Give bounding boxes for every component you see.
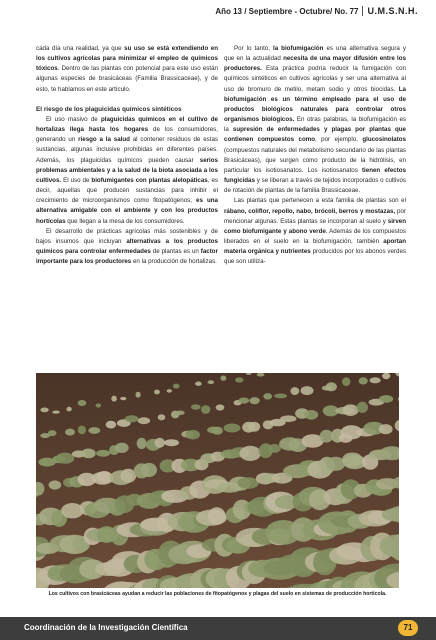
- left-paragraph-2: El uso masivo de plaguicidas químicos en el cultivo de hortalizas llega hasta los hogares de los consumidores, generando un riesgo a la salud al contener residuos de estas sustancias, algunas inclusive prohibidas en diferentes países. Además, los plaguicidas químicos pueden causar serios problemas ambientales y a la salud de la biota asociada a los cultivos. El uso de biofumigantes con plantas alelopáticas, es decir, aquellas que producen sustancias para inhibir el crecimiento de microorganismos como fitopatógenos, es una alternativa amigable con el ambiente y con los productos hortícolas que llegan a la mesa de los consumidores.: [36, 115, 218, 225]
- plant-leaf: [212, 427, 223, 435]
- plant-leaf: [56, 453, 74, 464]
- plant-leaf: [125, 415, 139, 422]
- plant-leaf: [155, 438, 165, 448]
- plant-leaf: [250, 397, 260, 404]
- left-column: [36, 44, 218, 267]
- plant-leaf: [370, 377, 381, 383]
- issue-info: Año 13 / Septiembre - Octubre/ No. 77: [215, 6, 359, 16]
- plant-leaf: [88, 427, 100, 434]
- plant-leaf: [66, 407, 71, 412]
- plant-leaf: [195, 382, 202, 386]
- plant-leaf: [120, 397, 126, 400]
- plant-leaf: [186, 430, 200, 440]
- plant-leaf: [216, 404, 225, 410]
- plant-leaf: [263, 393, 272, 399]
- plant-leaf: [280, 415, 296, 422]
- plant-leaf: [138, 417, 150, 424]
- plant-leaf: [115, 443, 129, 453]
- plant-leaf: [141, 463, 157, 477]
- plant-leaf: [137, 438, 147, 449]
- plant-leaf: [379, 395, 393, 403]
- plant-leaf: [248, 422, 260, 432]
- plant-leaf: [78, 426, 86, 435]
- plant-leaf: [240, 446, 262, 461]
- institution-name: U.M.S.N.H.: [367, 6, 418, 16]
- plant-leaf: [65, 429, 75, 436]
- plant-leaf: [158, 414, 166, 420]
- section-heading: El riesgo de los plaguicidas químicos sintéticos: [36, 105, 182, 113]
- plant-leaf: [239, 398, 250, 404]
- photo-caption: Los cultivos con brasicáceas ayudan a reducir las poblaciones de fitopatógenos y plagas del suelo en sistemas de producción hortícola.: [48, 591, 387, 597]
- plant-leaf: [382, 373, 390, 379]
- plant-leaf: [154, 390, 160, 395]
- page-header: [215, 6, 418, 16]
- footer-text: Coordinación de la Investigación Científica: [24, 623, 188, 632]
- plant-leaf: [106, 421, 117, 429]
- plant-leaf: [342, 377, 350, 386]
- plant-leaf: [173, 384, 180, 389]
- plant-leaf: [304, 410, 318, 420]
- plant-leaf: [96, 403, 102, 407]
- plant-leaf: [48, 430, 57, 436]
- plant-leaf: [191, 404, 201, 409]
- plant-leaf: [111, 396, 117, 402]
- plant-leaf: [175, 411, 184, 416]
- right-paragraph-1: Por lo tanto, la biofumigación es una alternativa segura y que en la actualidad necesita de una mayor difusión entre los productores. Esta práctica podría reducir la fumigación con químicos sintéticos en cultivos agrícolas y ser una alternativa al uso de bromuro de metilo, metam sodio y otros biocidas. La biofumigación es un término empleado para el uso de productos biológicos naturales para controlar otros organismos biológicos. En otras palabras, la biofumigación es la supresión de enfermedades y plagas por plantas que contienen compuestos como, por ejemplo, glucosinolatos (compuestos naturales del metabolismo secundario de las plantas Brasicáceas), que surgen como producto de la hidrólisis, en particular los isotiosanatos. Los isotiosanatos tienen efectos fungicidas y se liberan a través de tejidos incorporados o cultivos de rotación de plantas de la familia Brassicaceae.: [224, 45, 406, 195]
- plant-leaf: [40, 408, 48, 413]
- plant-leaf: [136, 392, 141, 398]
- plant-leaf: [52, 411, 60, 414]
- right-column: [224, 44, 406, 267]
- plant-leaf: [167, 389, 172, 393]
- plant-leaf: [326, 382, 337, 391]
- page-number: 71: [398, 620, 418, 636]
- left-paragraph-1: cada día una realidad, ya que su uso se está extendiendo en los cultivos agrícolas para minimizar el empleo de químicos tóxicos. Dentro de las plantas con potencial para este uso están algunas especies de brasicáceas (Familia Brassicaceae), y de esto, te hablamos en este artículo.: [36, 45, 218, 93]
- plant-leaf: [208, 380, 215, 384]
- plant-leaf: [235, 377, 243, 382]
- plant-leaf: [343, 404, 359, 416]
- plant-leaf: [78, 400, 87, 406]
- plant-leaf: [290, 387, 299, 395]
- plant-leaf: [237, 477, 259, 489]
- plant-leaf: [359, 377, 368, 384]
- plant-leaf: [224, 424, 241, 433]
- plant-leaf: [274, 394, 287, 399]
- plant-leaf: [268, 444, 281, 453]
- right-paragraph-2: Las plantas que pertenecen a esta familia de plantas son el rábano, coliflor, repollo, nabo, brócoli, berros y mostazas, por mencionar algunas. Estas plantas se incorporan al suelo y sirven como biofumigante y abono verde. Además de los compuestos liberados en el suelo en la biofumigación, también aportan materia orgánica y nutrientes producidos por los abonos verdes que son utiliza-: [224, 197, 407, 266]
- plant-leaf: [164, 439, 179, 446]
- plant-leaf: [208, 507, 226, 524]
- plant-leaf: [357, 402, 368, 413]
- plant-leaf: [49, 480, 62, 489]
- plant-leaf: [220, 376, 226, 381]
- crop-field-photo: [36, 373, 399, 588]
- plant-leaf: [81, 449, 95, 459]
- plant-leaf: [96, 450, 110, 457]
- left-paragraph-3: El desarrollo de prácticas agrícolas más sostenibles y de bajos insumos que incluyan alternativas a los productos químicos para controlar enfermedades de plantas es un factor importante para los productores en la producción de hortalizas.: [36, 227, 219, 266]
- header-divider: [362, 6, 363, 16]
- plant-leaf: [379, 424, 393, 434]
- plant-leaf: [201, 405, 210, 414]
- plant-leaf: [301, 386, 314, 395]
- page-footer: [0, 617, 436, 640]
